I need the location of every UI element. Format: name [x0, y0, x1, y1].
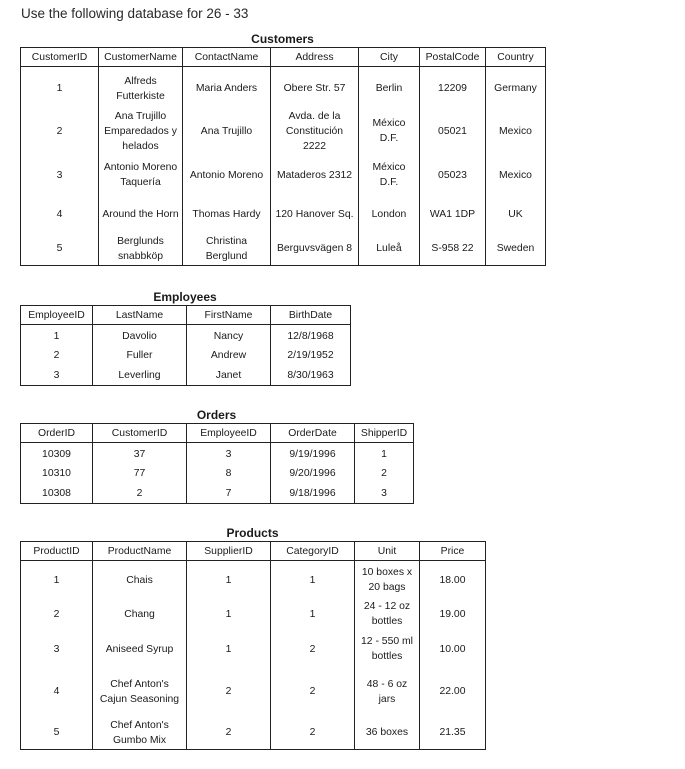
table-cell: Mexico: [486, 155, 546, 196]
header-row: [21, 48, 546, 67]
table-cell: Leverling: [93, 366, 187, 386]
orders-body: [21, 443, 414, 504]
table-cell: London: [359, 196, 420, 233]
table-row: [21, 464, 414, 484]
column-header: LastName: [93, 306, 187, 325]
table-cell: 1: [21, 67, 99, 108]
table-cell: 3: [355, 484, 414, 504]
customers-header-row: [21, 48, 546, 67]
table-cell: 1: [21, 325, 93, 346]
table-cell: Thomas Hardy: [183, 196, 271, 233]
column-header: EmployeeID: [21, 306, 93, 325]
table-cell: 7: [187, 484, 271, 504]
column-header: CategoryID: [271, 542, 355, 561]
column-header: City: [359, 48, 420, 67]
table-cell: Obere Str. 57: [271, 67, 359, 108]
employees-section: [20, 289, 351, 386]
table-cell: Mexico: [486, 108, 546, 155]
table-cell: 1: [187, 632, 271, 667]
customers-section: [20, 31, 546, 266]
column-header: PostalCode: [420, 48, 486, 67]
table-cell: 9/20/1996: [271, 464, 355, 484]
customers-table: [20, 47, 546, 266]
header-row: [21, 424, 414, 443]
table-cell: 9/19/1996: [271, 443, 355, 464]
table-cell: 05021: [420, 108, 486, 155]
header-row: [21, 542, 486, 561]
intro-text: Use the following database for 26 - 33: [21, 6, 249, 21]
table-row: [21, 667, 486, 717]
products-body: [21, 561, 486, 750]
table-cell: 2: [21, 346, 93, 366]
orders-caption: Orders: [196, 408, 237, 422]
table-cell: 1: [271, 597, 355, 632]
column-header: Address: [271, 48, 359, 67]
table-cell: Berguvsvägen 8: [271, 233, 359, 266]
table-cell: 5: [21, 717, 93, 750]
column-header: CustomerName: [99, 48, 183, 67]
column-header: CustomerID: [93, 424, 187, 443]
table-cell: 3: [21, 155, 99, 196]
column-header: SupplierID: [187, 542, 271, 561]
table-row: [21, 484, 414, 504]
table-cell: 2: [93, 484, 187, 504]
column-header: EmployeeID: [187, 424, 271, 443]
table-cell: Chang: [93, 597, 187, 632]
table-row: [21, 561, 486, 597]
table-cell: 3: [21, 366, 93, 386]
table-row: [21, 443, 414, 464]
customers-body: [21, 67, 546, 266]
table-cell: 2/19/1952: [271, 346, 351, 366]
table-cell: Christina Berglund: [183, 233, 271, 266]
orders-header-row: [21, 424, 414, 443]
column-header: ContactName: [183, 48, 271, 67]
column-header: Unit: [355, 542, 420, 561]
table-cell: Andrew: [187, 346, 271, 366]
table-cell: S-958 22: [420, 233, 486, 266]
table-cell: 10.00: [420, 632, 486, 667]
table-cell: Berlin: [359, 67, 420, 108]
table-cell: 1: [187, 561, 271, 597]
table-cell: 22.00: [420, 667, 486, 717]
table-cell: 2: [271, 717, 355, 750]
column-header: ShipperID: [355, 424, 414, 443]
table-row: [21, 196, 546, 233]
table-cell: Maria Anders: [183, 67, 271, 108]
products-table: [20, 541, 486, 750]
table-cell: 2: [187, 667, 271, 717]
table-cell: 18.00: [420, 561, 486, 597]
table-cell: WA1 1DP: [420, 196, 486, 233]
table-cell: 10308: [21, 484, 93, 504]
table-cell: 37: [93, 443, 187, 464]
table-cell: 1: [187, 597, 271, 632]
table-cell: 10310: [21, 464, 93, 484]
table-cell: 1: [271, 561, 355, 597]
table-cell: 05023: [420, 155, 486, 196]
customers-caption: Customers: [251, 32, 314, 46]
table-cell: Germany: [486, 67, 546, 108]
table-row: [21, 632, 486, 667]
table-row: [21, 325, 351, 346]
table-cell: 19.00: [420, 597, 486, 632]
employees-caption: Employees: [153, 290, 217, 304]
table-cell: Chef Anton's Gumbo Mix: [93, 717, 187, 750]
table-row: [21, 67, 546, 108]
column-header: ProductID: [21, 542, 93, 561]
table-cell: 21.35: [420, 717, 486, 750]
table-cell: 5: [21, 233, 99, 266]
header-row: [21, 306, 351, 325]
table-cell: Avda. de la Constitución 2222: [271, 108, 359, 155]
table-cell: 120 Hanover Sq.: [271, 196, 359, 233]
column-header: FirstName: [187, 306, 271, 325]
table-row: [21, 108, 546, 155]
table-cell: 48 - 6 oz jars: [355, 667, 420, 717]
table-cell: 2: [187, 717, 271, 750]
products-caption: Products: [226, 526, 279, 540]
table-cell: 36 boxes: [355, 717, 420, 750]
table-cell: Antonio Moreno: [183, 155, 271, 196]
table-cell: 1: [21, 561, 93, 597]
table-cell: México D.F.: [359, 155, 420, 196]
products-section: [20, 525, 486, 750]
column-header: OrderID: [21, 424, 93, 443]
table-cell: Alfreds Futterkiste: [99, 67, 183, 108]
table-cell: Aniseed Syrup: [93, 632, 187, 667]
column-header: Country: [486, 48, 546, 67]
table-cell: Sweden: [486, 233, 546, 266]
table-cell: 2: [21, 108, 99, 155]
table-cell: México D.F.: [359, 108, 420, 155]
table-cell: 12209: [420, 67, 486, 108]
table-cell: Berglunds snabbköp: [99, 233, 183, 266]
table-cell: Chef Anton's Cajun Seasoning: [93, 667, 187, 717]
table-cell: 2: [271, 632, 355, 667]
table-cell: Around the Horn: [99, 196, 183, 233]
table-cell: 1: [355, 443, 414, 464]
table-row: [21, 717, 486, 750]
table-cell: Ana Trujillo: [183, 108, 271, 155]
table-cell: 12 - 550 ml bottles: [355, 632, 420, 667]
table-cell: Antonio Moreno Taquería: [99, 155, 183, 196]
table-cell: 4: [21, 196, 99, 233]
employees-header-row: [21, 306, 351, 325]
table-cell: Mataderos 2312: [271, 155, 359, 196]
table-cell: Luleå: [359, 233, 420, 266]
table-row: [21, 346, 351, 366]
table-cell: Davolio: [93, 325, 187, 346]
table-cell: 4: [21, 667, 93, 717]
employees-table: [20, 305, 351, 386]
orders-section: [20, 407, 414, 504]
table-cell: 3: [187, 443, 271, 464]
table-cell: 24 - 12 oz bottles: [355, 597, 420, 632]
table-cell: 12/8/1968: [271, 325, 351, 346]
table-row: [21, 366, 351, 386]
table-cell: Ana Trujillo Emparedados y helados: [99, 108, 183, 155]
table-row: [21, 155, 546, 196]
table-cell: 3: [21, 632, 93, 667]
table-row: [21, 233, 546, 266]
column-header: CustomerID: [21, 48, 99, 67]
table-cell: Chais: [93, 561, 187, 597]
employees-body: [21, 325, 351, 386]
table-cell: 10 boxes x 20 bags: [355, 561, 420, 597]
table-cell: Janet: [187, 366, 271, 386]
orders-table: [20, 423, 414, 504]
table-cell: Fuller: [93, 346, 187, 366]
column-header: Price: [420, 542, 486, 561]
column-header: OrderDate: [271, 424, 355, 443]
table-cell: UK: [486, 196, 546, 233]
table-cell: Nancy: [187, 325, 271, 346]
column-header: BirthDate: [271, 306, 351, 325]
table-cell: 10309: [21, 443, 93, 464]
column-header: ProductName: [93, 542, 187, 561]
table-cell: 9/18/1996: [271, 484, 355, 504]
table-cell: 77: [93, 464, 187, 484]
table-cell: 2: [271, 667, 355, 717]
table-cell: 8/30/1963: [271, 366, 351, 386]
table-cell: 8: [187, 464, 271, 484]
table-cell: 2: [355, 464, 414, 484]
table-cell: 2: [21, 597, 93, 632]
table-row: [21, 597, 486, 632]
products-header-row: [21, 542, 486, 561]
